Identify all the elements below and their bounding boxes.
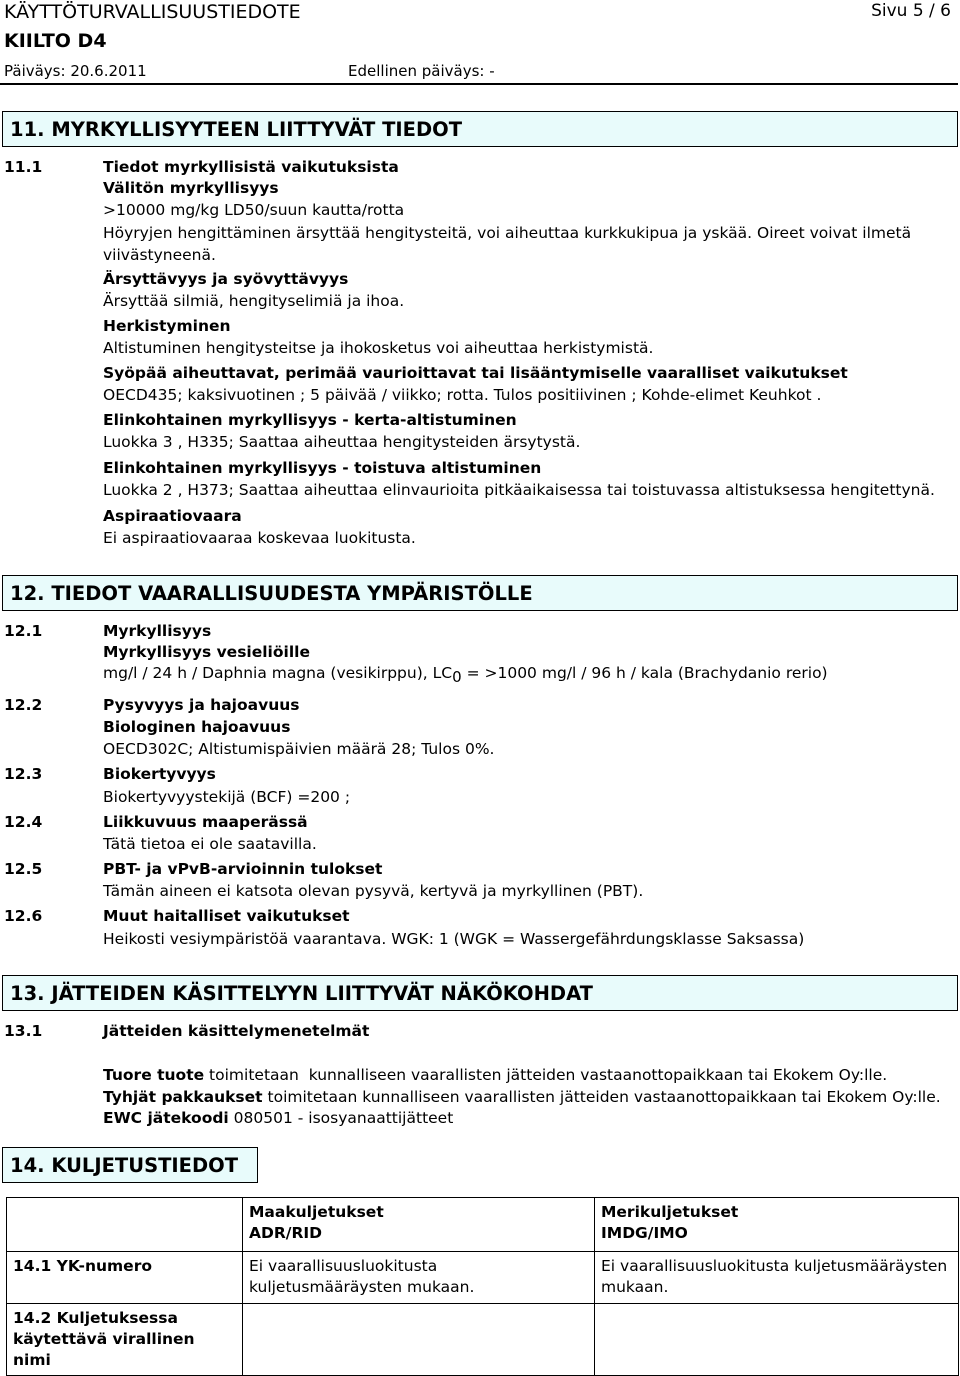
mobility-value: Tätä tietoa ei ole saatavilla. bbox=[103, 835, 317, 853]
section-12-title: 12. TIEDOT VAARALLISUUDESTA YMPÄRISTÖLLE bbox=[10, 582, 533, 605]
aquatic-toxicity-label: Myrkyllisyys vesieliöille bbox=[103, 643, 310, 661]
waste-methods-heading: Jätteiden käsittelymenetelmät bbox=[103, 1022, 370, 1040]
table-row bbox=[7, 1304, 959, 1376]
subsection-number: 12.1 bbox=[4, 622, 43, 640]
stot-single-value: Luokka 3 , H335; Saattaa aiheuttaa hengitysteiden ärsytystä. bbox=[103, 433, 581, 451]
section-14-title: 14. KULJETUSTIEDOT bbox=[10, 1154, 239, 1177]
cmr-value: OECD435; kaksivuotinen ; 5 päivää / viikko; rotta. Tulos positiivinen ; Kohde-elimet Keuhkot . bbox=[103, 386, 822, 404]
sensitization-label: Herkistyminen bbox=[103, 317, 231, 335]
section-12-header bbox=[2, 575, 958, 611]
vapour-text-line2: viivästyneenä. bbox=[103, 246, 216, 264]
subsection-number: 12.5 bbox=[4, 860, 43, 878]
product-name: KIILTO D4 bbox=[4, 30, 107, 52]
table-cell bbox=[595, 1304, 959, 1376]
table-cell bbox=[7, 1198, 243, 1252]
table-cell: Merikuljetukset IMDG/IMO bbox=[595, 1198, 959, 1252]
vapour-text-line1: Höyryjen hengittäminen ärsyttää hengitysteitä, voi aiheuttaa kurkkukipua ja yskää. Oireet voivat ilmetä bbox=[103, 224, 912, 242]
cmr-label: Syöpää aiheuttavat, perimää vaurioittavat tai lisääntymiselle vaaralliset vaikutukset bbox=[103, 364, 848, 382]
fresh-product-line: Tuore tuote toimitetaan kunnalliseen vaarallisten jätteiden vastaanottopaikkaan tai Ekokem Oy:lle. bbox=[103, 1066, 888, 1084]
table-cell bbox=[243, 1304, 595, 1376]
section-11-title: 11. MYRKYLLISYYTEEN LIITTYVÄT TIEDOT bbox=[10, 118, 463, 141]
aquatic-toxicity-value: mg/l / 24 h / Daphnia magna (vesikirppu), $LC_0 = >1000$ mg/l / 96 h / kala (Brachydanio rerio) bbox=[103, 664, 828, 686]
table-header-row bbox=[7, 1198, 959, 1252]
table-cell: Ei vaarallisuusluokitusta kuljetusmääräysten mukaan. bbox=[243, 1252, 595, 1304]
acute-toxicity-value: >10000 mg/kg LD50/suun kautta/rotta bbox=[103, 201, 405, 219]
pbt-heading: PBT- ja vPvB-arvioinnin tulokset bbox=[103, 860, 383, 878]
subsection-number: 12.6 bbox=[4, 907, 43, 925]
biodegradability-value: OECD302C; Altistumispäivien määrä 28; Tulos 0%. bbox=[103, 740, 495, 758]
subsection-number: 12.4 bbox=[4, 813, 43, 831]
table-cell: Maakuljetukset ADR/RID bbox=[243, 1198, 595, 1252]
subsection-number: 12.3 bbox=[4, 765, 43, 783]
section-14-header bbox=[2, 1147, 258, 1183]
table-cell: Ei vaarallisuusluokitusta kuljetusmääräysten mukaan. bbox=[595, 1252, 959, 1304]
subsection-number: 12.2 bbox=[4, 696, 43, 714]
bioaccumulation-value: Biokertyvyystekijä (BCF) =200 ; bbox=[103, 788, 351, 806]
previous-date: Edellinen päiväys: - bbox=[348, 62, 495, 80]
header-divider bbox=[0, 83, 958, 85]
stot-single-label: Elinkohtainen myrkyllisyys - kerta-altistuminen bbox=[103, 411, 517, 429]
document-title: KÄYTTÖTURVALLISUUSTIEDOTE bbox=[4, 1, 301, 23]
persistence-heading: Pysyvyys ja hajoavuus bbox=[103, 696, 300, 714]
issue-date: Päiväys: 20.6.2011 bbox=[4, 62, 147, 80]
irritation-value: Ärsyttää silmiä, hengityselimiä ja ihoa. bbox=[103, 292, 405, 310]
biodegradability-label: Biologinen hajoavuus bbox=[103, 718, 291, 736]
sensitization-value: Altistuminen hengitysteitse ja ihokosketus voi aiheuttaa herkistymistä. bbox=[103, 339, 654, 357]
stot-repeat-label: Elinkohtainen myrkyllisyys - toistuva altistuminen bbox=[103, 459, 542, 477]
subsection-number: 11.1 bbox=[4, 158, 43, 176]
subsection-number: 13.1 bbox=[4, 1022, 43, 1040]
section-13-header bbox=[2, 975, 958, 1011]
acute-toxicity-label: Välitön myrkyllisyys bbox=[103, 179, 279, 197]
section-13-title: 13. JÄTTEIDEN KÄSITTELYYN LIITTYVÄT NÄKÖKOHDAT bbox=[10, 982, 593, 1005]
table-row bbox=[7, 1252, 959, 1304]
other-effects-heading: Muut haitalliset vaikutukset bbox=[103, 907, 350, 925]
irritation-label: Ärsyttävyys ja syövyttävyys bbox=[103, 270, 349, 288]
section-11-header bbox=[2, 111, 958, 147]
aspiration-value: Ei aspiraatiovaaraa koskevaa luokitusta. bbox=[103, 529, 416, 547]
bioaccumulation-heading: Biokertyvyys bbox=[103, 765, 216, 783]
other-effects-value: Heikosti vesiympäristöä vaarantava. WGK: 1 (WGK = Wassergefährdungsklasse Saksassa) bbox=[103, 930, 805, 948]
subsection-heading: Tiedot myrkyllisistä vaikutuksista bbox=[103, 158, 399, 176]
ewc-code-line: EWC jätekoodi 080501 - isosyanaattijätteet bbox=[103, 1109, 454, 1127]
mobility-heading: Liikkuvuus maaperässä bbox=[103, 813, 308, 831]
toxicity-heading: Myrkyllisyys bbox=[103, 622, 212, 640]
page-number: Sivu 5 / 6 bbox=[871, 1, 951, 21]
table-cell: 14.2 Kuljetuksessa käytettävä virallinen nimi bbox=[7, 1304, 243, 1376]
transport-table bbox=[6, 1197, 959, 1376]
empty-packaging-line: Tyhjät pakkaukset toimitetaan kunnalliseen vaarallisten jätteiden vastaanottopaikkaan tai Ekokem Oy:lle. bbox=[103, 1088, 941, 1106]
table-cell: 14.1 YK-numero bbox=[7, 1252, 243, 1304]
stot-repeat-value: Luokka 2 , H373; Saattaa aiheuttaa elinvaurioita pitkäaikaisessa tai toistuvassa altistuksessa hengitettynä. bbox=[103, 481, 935, 499]
pbt-value: Tämän aineen ei katsota olevan pysyvä, kertyvä ja myrkyllinen (PBT). bbox=[103, 882, 644, 900]
aspiration-label: Aspiraatiovaara bbox=[103, 507, 242, 525]
